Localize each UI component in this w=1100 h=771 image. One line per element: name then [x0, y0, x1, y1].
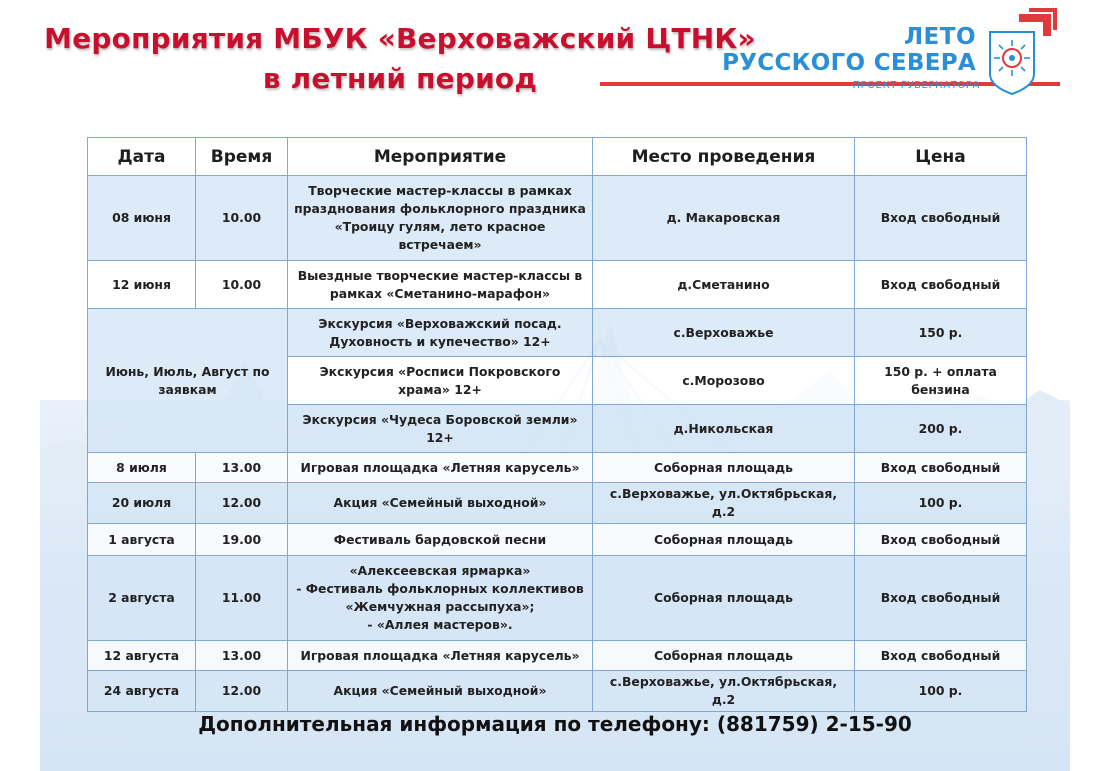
- cell-event: Экскурсия «Верховажский посад. Духовность и купечество» 12+: [288, 309, 593, 357]
- cell-place: Соборная площадь: [593, 524, 855, 556]
- table-row: [88, 261, 1027, 309]
- cell-time: 19.00: [196, 524, 288, 556]
- event-line: «Алексеевская ярмарка»: [349, 563, 531, 578]
- cell-date: 12 августа: [88, 641, 196, 671]
- cell-place: Соборная площадь: [593, 641, 855, 671]
- cell-price: Вход свободный: [855, 524, 1027, 556]
- cell-time: 12.00: [196, 671, 288, 712]
- logo-text-russian-north: РУССКОГО СЕВЕРА: [722, 50, 976, 76]
- cell-price: Вход свободный: [855, 453, 1027, 483]
- cell-event: Игровая площадка «Летняя карусель»: [288, 641, 593, 671]
- cell-time: 12.00: [196, 483, 288, 524]
- cell-time: 13.00: [196, 453, 288, 483]
- cell-price: 150 р.: [855, 309, 1027, 357]
- cell-date: 24 августа: [88, 671, 196, 712]
- cell-event: Экскурсия «Росписи Покровского храма» 12+: [288, 357, 593, 405]
- cell-time: 10.00: [196, 261, 288, 309]
- cell-price: 150 р. + оплата бензина: [855, 357, 1027, 405]
- cell-price: 100 р.: [855, 671, 1027, 712]
- cell-date: 08 июня: [88, 176, 196, 261]
- cell-place: с.Верховажье: [593, 309, 855, 357]
- logo-text-governor-project: ПРОЕКТ ГУБЕРНАТОРА: [852, 80, 980, 91]
- table-row: [88, 483, 1027, 524]
- logo-text-leto: ЛЕТО: [903, 24, 976, 50]
- header-time: Время: [196, 138, 288, 176]
- cell-event: Фестиваль бардовской песни: [288, 524, 593, 556]
- page-title-line2: в летний период: [262, 62, 538, 95]
- cell-date: 8 июля: [88, 453, 196, 483]
- table-row: [88, 524, 1027, 556]
- table-row: [88, 671, 1027, 712]
- cell-event: Выездные творческие мастер-классы в рамках «Сметанино-марафон»: [288, 261, 593, 309]
- cell-price: Вход свободный: [855, 261, 1027, 309]
- table-row: [88, 309, 1027, 357]
- cell-event: Творческие мастер-классы в рамках празднования фольклорного праздника «Троицу гулям, лето красное встречаем»: [288, 176, 593, 261]
- cell-group-period: Июнь, Июль, Август по заявкам: [88, 309, 288, 453]
- cell-price: Вход свободный: [855, 176, 1027, 261]
- table-row: [88, 453, 1027, 483]
- cell-event: Игровая площадка «Летняя карусель»: [288, 453, 593, 483]
- cell-price: Вход свободный: [855, 556, 1027, 641]
- cell-time: 11.00: [196, 556, 288, 641]
- cell-price: Вход свободный: [855, 641, 1027, 671]
- cell-price: 100 р.: [855, 483, 1027, 524]
- cell-date: 2 августа: [88, 556, 196, 641]
- page-title-line1: Мероприятия МБУК «Верховажский ЦТНК»: [44, 22, 756, 55]
- table-row: [88, 556, 1027, 641]
- cell-event: Акция «Семейный выходной»: [288, 483, 593, 524]
- cell-date: 1 августа: [88, 524, 196, 556]
- cell-date: 20 июля: [88, 483, 196, 524]
- cell-place: д.Никольская: [593, 405, 855, 453]
- cell-event: [288, 556, 593, 641]
- cell-event: Экскурсия «Чудеса Боровской земли» 12+: [288, 405, 593, 453]
- cell-place: с.Верховажье, ул.Октябрьская, д.2: [593, 483, 855, 524]
- header-price: Цена: [855, 138, 1027, 176]
- sun-emblem-icon: [984, 28, 1040, 96]
- event-line: - Фестиваль фольклорных коллективов: [296, 581, 584, 596]
- footer-phone-info: Дополнительная информация по телефону: (881759) 2-15-90: [198, 712, 912, 736]
- table-header-row: [88, 138, 1027, 176]
- cell-place: д.Сметанино: [593, 261, 855, 309]
- cell-event: Акция «Семейный выходной»: [288, 671, 593, 712]
- cell-time: 13.00: [196, 641, 288, 671]
- header-event: Мероприятие: [288, 138, 593, 176]
- cell-time: 10.00: [196, 176, 288, 261]
- cell-date: 12 июня: [88, 261, 196, 309]
- cell-place: Соборная площадь: [593, 453, 855, 483]
- table-row: [88, 176, 1027, 261]
- header-date: Дата: [88, 138, 196, 176]
- cell-price: 200 р.: [855, 405, 1027, 453]
- header-place: Место проведения: [593, 138, 855, 176]
- table-row: [88, 641, 1027, 671]
- cell-place: с.Верховажье, ул.Октябрьская, д.2: [593, 671, 855, 712]
- event-line: «Жемчужная рассыпуха»;: [345, 599, 535, 614]
- event-line: - «Аллея мастеров».: [367, 617, 513, 632]
- cell-place: с.Морозово: [593, 357, 855, 405]
- cell-place: Соборная площадь: [593, 556, 855, 641]
- events-table: [87, 137, 1027, 712]
- cell-place: д. Макаровская: [593, 176, 855, 261]
